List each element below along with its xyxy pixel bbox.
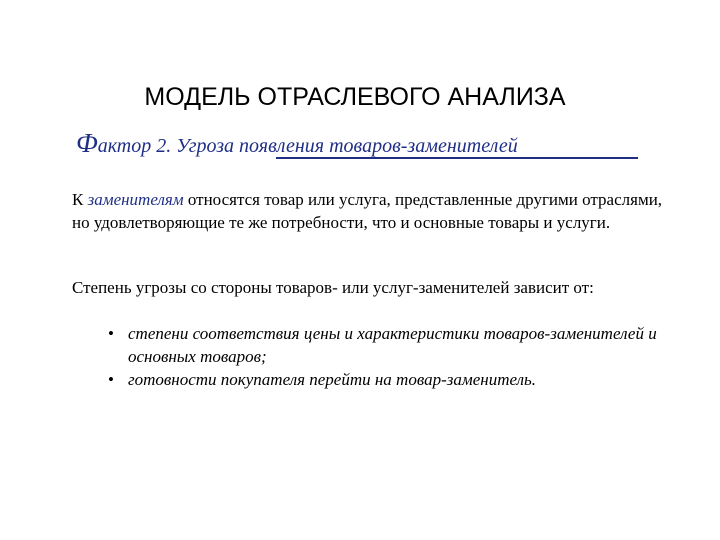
subtitle-underline: [276, 157, 638, 159]
threat-paragraph: Степень угрозы со стороны товаров- или услуг-заменителей зависит от:: [72, 278, 594, 297]
subtitle-initial: Ф: [76, 128, 98, 158]
definition-paragraph: [72, 188, 672, 234]
definition-term: заменителям: [87, 190, 184, 209]
list-item: [108, 368, 668, 391]
slide-title: МОДЕЛЬ ОТРАСЛЕВОГО АНАЛИЗА: [144, 83, 566, 111]
slide-subtitle: [76, 128, 518, 159]
bullet-icon: •: [108, 324, 114, 343]
subtitle-text: актор 2. Угроза появления товаров-заменителей: [97, 135, 518, 157]
list-item: [108, 322, 668, 368]
factor-list: [108, 322, 668, 391]
list-item-text: готовности покупателя перейти на товар-заменитель.: [128, 370, 537, 389]
definition-prefix: К: [72, 190, 88, 209]
definition-text: относятся товар или услуга, представленные другими отраслями, но удовлетворяющие те же потребности, что и основные товары и услуги.: [72, 190, 663, 232]
bullet-icon: •: [108, 370, 114, 389]
list-item-text: степени соответствия цены и характеристики товаров-заменителей и основных товаров;: [128, 324, 657, 366]
